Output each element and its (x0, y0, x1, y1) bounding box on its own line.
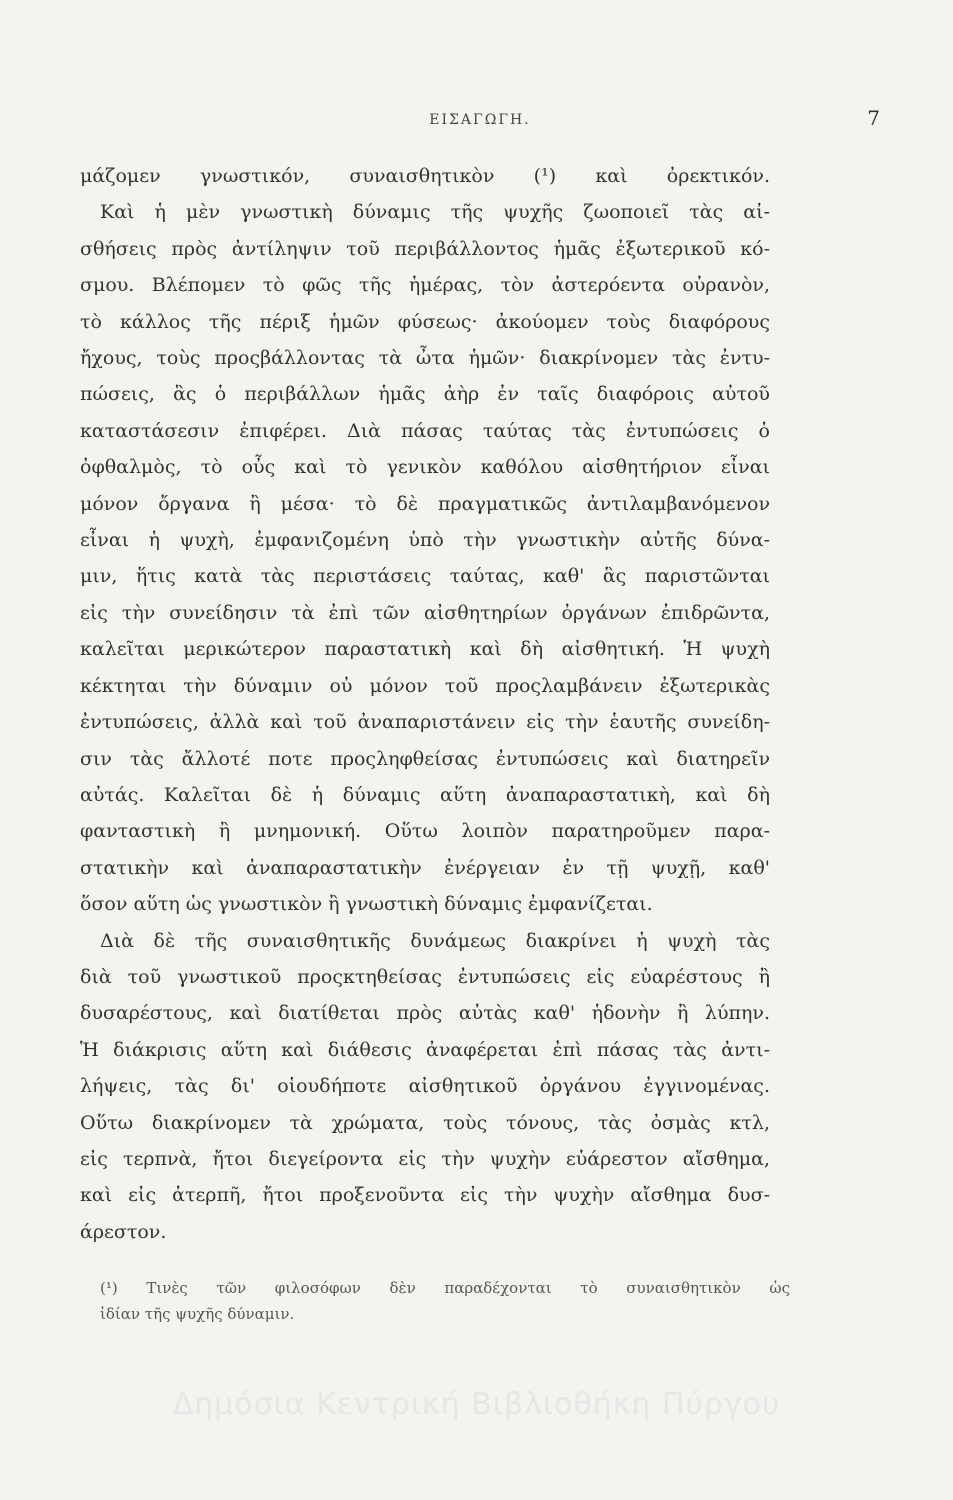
text-line: αὐτάς. Καλεῖται δὲ ἡ δύναμις αὕτη ἀναπαραστατικὴ, καὶ δὴ (80, 783, 770, 806)
text-line: στατικὴν καὶ ἀναπαραστατικὴν ἐνέργειαν ἐν τῇ ψυχῇ, καθ' (80, 856, 770, 879)
text-line: τὸ κάλλος τῆς πέριξ ἡμῶν φύσεως· ἀκούομεν τοὺς διαφόρους (80, 310, 770, 333)
text-line: σθήσεις πρὸς ἀντίληψιν τοῦ περιβάλλοντος ἡμᾶς ἐξωτερικοῦ κό- (80, 237, 770, 260)
text-line: άρεστον. (80, 1220, 167, 1243)
text-line: σμου. Βλέπομεν τὸ φῶς τῆς ἡμέρας, τὸν ἀστερόεντα οὐρανὸν, (80, 274, 770, 297)
text-line: μόνον ὄργανα ἢ μέσα· τὸ δὲ πραγματικῶς ἀντιλαμβανόμενον (80, 492, 770, 515)
footnote-line: ἰδίαν τῆς ψυχῆς δύναμιν. (100, 1305, 295, 1323)
text-line: Διὰ δὲ τῆς συναισθητικῆς δυνάμεως διακρίνει ἡ ψυχὴ τὰς (100, 929, 770, 952)
body-text (80, 158, 880, 1250)
text-line: ἤχους, τοὺς προςβάλλοντας τὰ ὦτα ἡμῶν· διακρίνομεν τὰς ἐντυ- (80, 347, 770, 370)
text-line: Οὕτω διακρίνομεν τὰ χρώματα, τοὺς τόνους, τὰς ὀσμὰς κτλ, (80, 1111, 770, 1134)
text-line: εἰς τερπνὰ, ἤτοι διεγείροντα εἰς τὴν ψυχὴν εὐάρεστον αἴσθημα, (80, 1147, 770, 1170)
text-line: διὰ τοῦ γνωστικοῦ προςκτηθείσας ἐντυπώσεις εἰς εὐαρέστους ἢ (80, 965, 770, 988)
text-line: πώσεις, ἃς ὁ περιβάλλων ἡμᾶς ἀὴρ ἐν ταῖς διαφόροις αὐτοῦ (80, 383, 770, 406)
text-line: καλεῖται μερικώτερον παραστατικὴ καὶ δὴ αἰσθητική. Ἡ ψυχὴ (80, 638, 770, 661)
text-line: Καὶ ἡ μὲν γνωστικὴ δύναμις τῆς ψυχῆς ζωοποιεῖ τὰς αἰ- (100, 201, 770, 224)
text-line: εἰς τὴν συνείδησιν τὰ ἐπὶ τῶν αἰσθητηρίων ὀργάνων ἐπιδρῶντα, (80, 601, 770, 624)
footnote (100, 1275, 800, 1327)
running-head: ΕΙΣΑΓΩΓΗ. (429, 112, 531, 128)
text-line: ἐντυπώσεις, ἀλλὰ καὶ τοῦ ἀναπαριστάνειν εἰς τὴν ἑαυτῆς συνείδη- (80, 711, 770, 734)
text-line: σιν τὰς ἄλλοτέ ποτε προςληφθείσας ἐντυπώσεις καὶ διατηρεῖν (80, 747, 770, 770)
text-line: ὀφθαλμὸς, τὸ οὖς καὶ τὸ γενικὸν καθόλου αἰσθητήριον εἶναι (80, 456, 770, 479)
page-number: 7 (867, 106, 880, 130)
text-line: εἶναι ἡ ψυχὴ, ἐμφανιζομένη ὑπὸ τὴν γνωστικὴν αὐτῆς δύνα- (80, 529, 770, 552)
text-line: κέκτηται τὴν δύναμιν οὐ μόνον τοῦ προςλαμβάνειν ἐξωτερικὰς (80, 674, 770, 697)
text-line: ὅσον αὕτη ὡς γνωστικὸν ἢ γνωστικὴ δύναμις ἐμφανίζεται. (80, 893, 653, 916)
text-line: μιν, ἥτις κατὰ τὰς περιστάσεις ταύτας, καθ' ἃς παριστῶνται (80, 565, 770, 588)
text-line: καταστάσεσιν ἐπιφέρει. Διὰ πάσας ταύτας τὰς ἐντυπώσεις ὁ (80, 419, 770, 442)
text-line: λήψεις, τὰς δι' οἱουδήποτε αἰσθητικοῦ ὀργάνου ἐγγινομένας. (80, 1075, 770, 1098)
text-line: μάζομεν γνωστικόν, συναισθητικὸν (¹) καὶ ὀρεκτικόν. (80, 165, 770, 187)
library-watermark: Δημόσια Κεντρική Βιβλιοθήκη Πύργου (172, 1387, 781, 1422)
footnote-line: (¹) Τινὲς τῶν φιλοσόφων δὲν παραδέχονται τὸ συναισθητικὸν ὡς (100, 1279, 790, 1297)
text-line: φανταστικὴ ἢ μνημονική. Οὕτω λοιπὸν παρατηροῦμεν παρα- (80, 820, 770, 843)
text-line: δυσαρέστους, καὶ διατίθεται πρὸς αὐτὰς καθ' ἡδονὴν ἢ λύπην. (80, 1002, 770, 1025)
text-line: Ἡ διάκρισις αὕτη καὶ διάθεσις ἀναφέρεται ἐπὶ πάσας τὰς ἀντι- (80, 1038, 770, 1061)
page-header (80, 106, 880, 136)
text-line: καὶ εἰς ἀτερπῆ, ἤτοι προξενοῦντα εἰς τὴν ψυχὴν αἴσθημα δυσ- (80, 1184, 770, 1207)
